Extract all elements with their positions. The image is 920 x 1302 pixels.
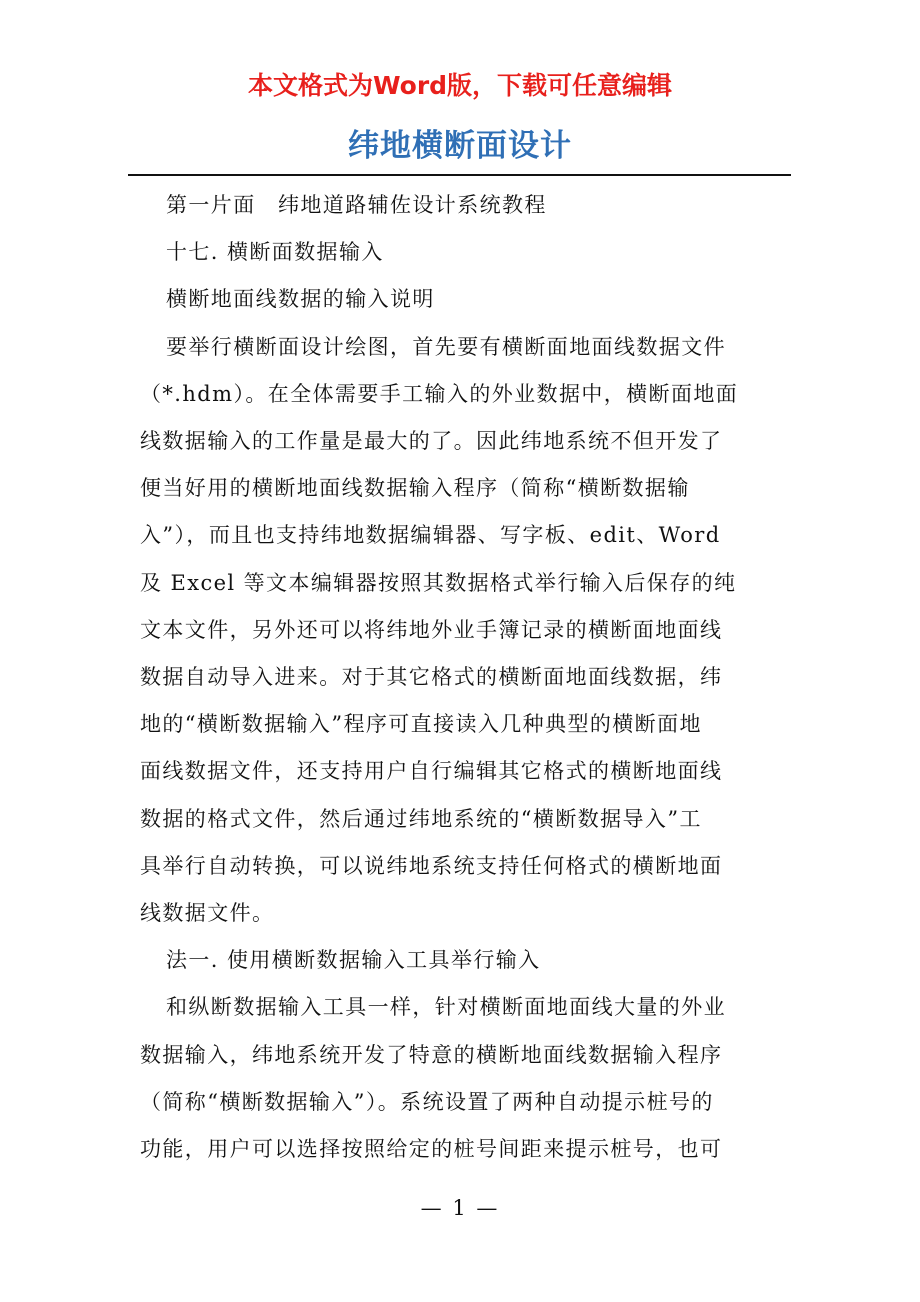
paragraph-line: 数据输入，纬地系统开发了特意的横断地面线数据输入程序 [140, 1042, 723, 1067]
paragraph-line: 功能，用户可以选择按照给定的桩号间距来提示桩号，也可 [140, 1137, 723, 1162]
document-body [140, 182, 780, 1173]
title-divider [128, 174, 791, 176]
paragraph-line: 地的“横断数据输入”程序可直接读入几种典型的横断面地 [140, 712, 702, 737]
paragraph-line: 具举行自动转换，可以说纬地系统支持任何格式的横断地面 [140, 853, 723, 878]
paragraph-intro [140, 324, 780, 938]
paragraph-line: （简称“横断数据输入”）。系统设置了两种自动提示桩号的 [140, 1089, 714, 1114]
paragraph-subheading: 横断地面线数据的输入说明 [166, 287, 435, 312]
paragraph-line: （*.hdm）。在全体需要手工输入的外业数据中，横断面地面 [140, 381, 739, 406]
paragraph-line: 面线数据文件，还支持用户自行编辑其它格式的横断地面线 [140, 759, 723, 784]
format-notice-banner: 本文格式为Word版，下载可任意编辑 [247, 71, 673, 100]
paragraph-section-heading: 第一片面 纬地道路辅佐设计系统教程 [166, 193, 547, 217]
paragraph-line: 及 Excel 等文本编辑器按照其数据格式举行输入后保存的纯 [140, 570, 737, 595]
paragraph-chapter-heading: 十七. 横断面数据输入 [166, 240, 384, 265]
paragraph-method-heading: 法一. 使用横断数据输入工具举行输入 [166, 948, 541, 973]
paragraph-line: 要举行横断面设计绘图，首先要有横断面地面线数据文件 [166, 334, 726, 359]
paragraph-line: 数据自动导入进来。对于其它格式的横断面地面线数据，纬 [140, 665, 723, 690]
paragraph-method-description [140, 984, 780, 1173]
paragraph-line: 线数据文件。 [140, 901, 275, 926]
paragraph-line: 线数据输入的工作量是最大的了。因此纬地系统不但开发了 [140, 429, 723, 454]
paragraph-line: 文本文件，另外还可以将纬地外业手簿记录的横断面地面线 [140, 617, 723, 642]
document-title: 纬地横断面设计 [348, 128, 572, 164]
paragraph-line: 数据的格式文件，然后通过纬地系统的“横断数据导入”工 [140, 806, 702, 831]
paragraph-line: 入”），而且也支持纬地数据编辑器、写字板、edit、Word [140, 523, 721, 548]
paragraph-line: 便当好用的横断地面线数据输入程序（简称“横断数据输 [140, 476, 690, 501]
paragraph-line: 和纵断数据输入工具一样，针对横断面地面线大量的外业 [166, 995, 726, 1020]
page-number: — 1 — [420, 1196, 500, 1220]
